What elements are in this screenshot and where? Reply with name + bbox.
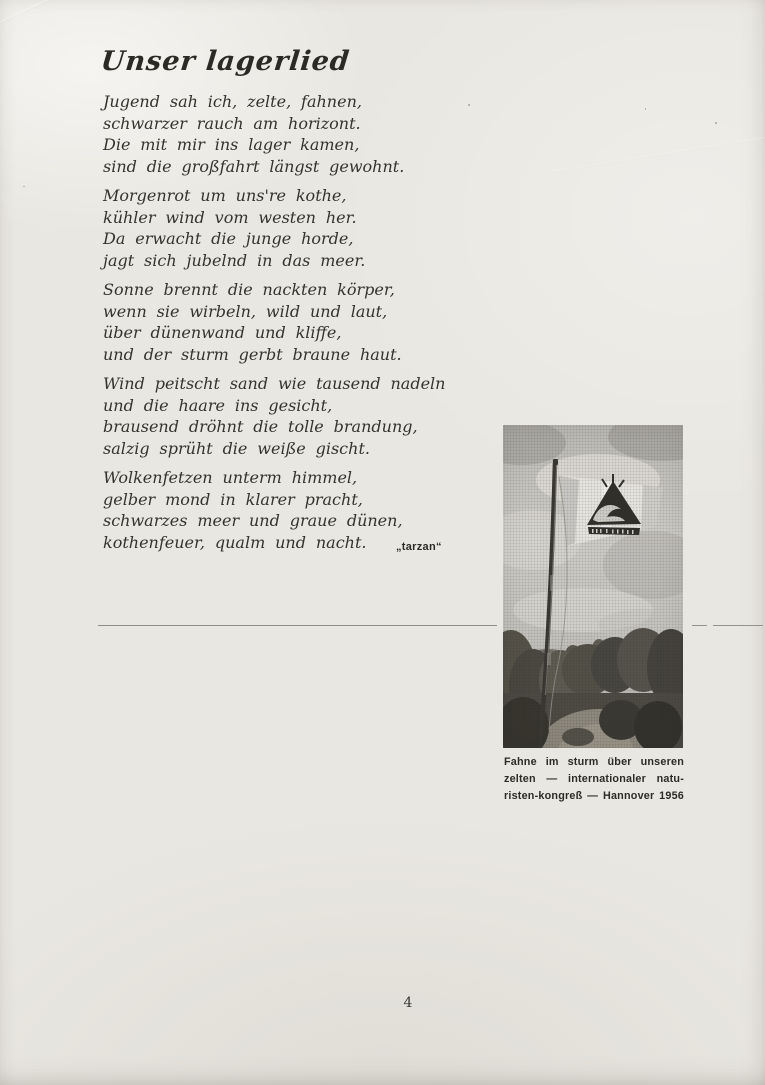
poem-line: gelber mond in klarer pracht, <box>103 489 363 509</box>
poem-line: schwarzes meer und graue dünen, <box>103 511 403 530</box>
poem-stanza <box>103 373 463 459</box>
poem-stanza <box>103 185 463 271</box>
paper-speck <box>23 186 25 187</box>
poem-line: sind die großfahrt längst gewohnt. <box>103 156 405 176</box>
photo-trees <box>503 628 683 748</box>
poem-line: kothenfeuer, qualm und nacht. <box>103 532 367 552</box>
paper-crease <box>0 0 233 43</box>
poem-line: schwarzer rauch am horizont. <box>103 113 361 133</box>
poem-line: Wind peitscht sand wie tausend nadeln <box>103 374 446 393</box>
photo-caption-line: zelten — internationaler natu- <box>504 773 684 785</box>
poem-line: kühler wind vom westen her. <box>103 207 357 227</box>
poem-line: Morgenrot um uns're kothe, <box>103 186 347 205</box>
paper-speck <box>715 122 717 124</box>
photo-caption-line: Fahne im sturm über unseren <box>504 756 684 768</box>
poem-line: und der sturm gerbt braune haut. <box>103 344 402 364</box>
poem-stanza <box>103 91 463 177</box>
horizontal-rule-fragment <box>692 625 707 626</box>
poem-line: salzig sprüht die weiße gischt. <box>103 438 370 458</box>
paper-crease <box>546 132 765 173</box>
paper-speck <box>468 104 470 106</box>
poem-line: brausend dröhnt die tolle brandung, <box>103 417 418 436</box>
page-number: 4 <box>403 995 413 1011</box>
poem-attribution: „tarzan“ <box>396 541 442 553</box>
poem-line: wenn sie wirbeln, wild und laut, <box>103 301 388 321</box>
poem-line: Wolkenfetzen unterm himmel, <box>103 468 358 487</box>
horizontal-rule-fragment <box>713 625 763 626</box>
poem-line: über dünenwand und kliffe, <box>103 323 342 342</box>
horizontal-rule <box>98 625 497 626</box>
flag-photo-graphic <box>503 425 683 748</box>
poem-stanza <box>103 279 463 365</box>
poem-line: Sonne brennt die nackten körper, <box>103 280 395 299</box>
poem-line: Da erwacht die junge horde, <box>103 229 354 248</box>
photo-caption <box>504 754 684 805</box>
poem-line: jagt sich jubelnd in das meer. <box>103 250 366 270</box>
flag-photo <box>503 425 683 748</box>
poem-line: und die haare ins gesicht, <box>103 395 333 415</box>
photo-caption-line: risten-kongreß — Hannover 1956 <box>504 790 684 802</box>
poem-line: Die mit mir ins lager kamen, <box>103 135 360 154</box>
poem-line: Jugend sah ich, zelte, fahnen, <box>103 92 362 111</box>
page-title: Unser lagerlied <box>99 46 352 77</box>
paper-speck <box>645 108 646 110</box>
poem <box>103 91 463 561</box>
